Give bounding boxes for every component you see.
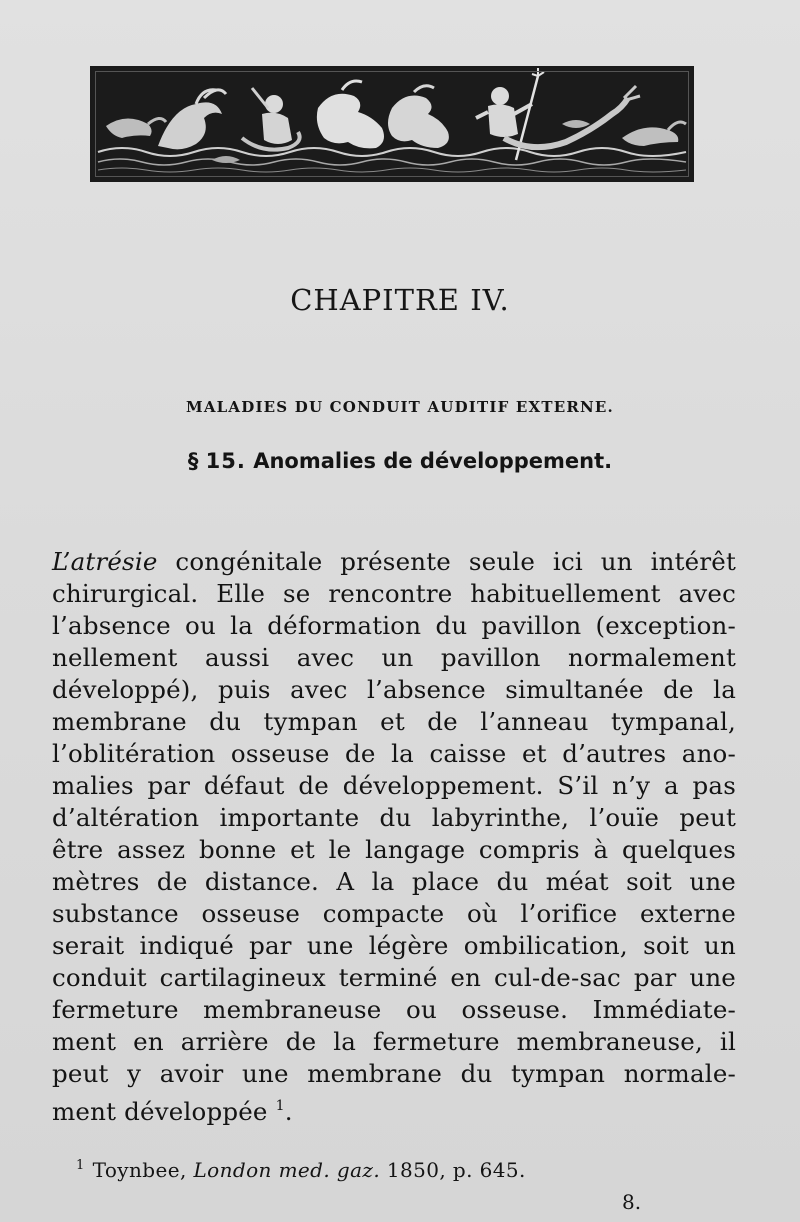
body-line: conduit cartilagineux terminé en cul-de-sac par une — [52, 963, 736, 992]
chapter-heading: CHAPITRE IV. — [290, 283, 510, 317]
body-line: développé), puis avec l’absence simultanée de la — [52, 675, 736, 704]
footnote-citation: 1850, p. 645. — [380, 1158, 526, 1182]
body-line: d’altération importante du labyrinthe, l’ouïe peut — [52, 803, 736, 832]
body-line: serait indiqué par une légère ombilication, soit un — [52, 931, 736, 960]
footnote-number: 1 — [76, 1158, 85, 1173]
italic-term: L’atrésie — [52, 547, 158, 576]
body-line: être assez bonne et le langage compris à quelques — [52, 835, 736, 864]
body-line: l’absence ou la déformation du pavillon (exception- — [52, 611, 736, 640]
body-line: peut y avoir une membrane du tympan normale- — [52, 1059, 736, 1088]
subsection-title: Anomalies de développement. — [253, 449, 613, 473]
body-line: l’oblitération osseuse de la caisse et d’autres ano- — [52, 739, 736, 768]
body-line: chirurgical. Elle se rencontre habituellement avec — [52, 579, 736, 608]
body-line: membrane du tympan et de l’anneau tympanal, — [52, 707, 736, 736]
footnote-author: Toynbee, — [92, 1158, 194, 1182]
body-line: substance osseuse compacte où l’orifice externe — [52, 899, 736, 928]
body-line: nellement aussi avec un pavillon normalement — [52, 643, 736, 672]
body-line: mètres de distance. A la place du méat soit une — [52, 867, 736, 896]
footnote-reference[interactable]: 1 — [275, 1098, 285, 1114]
decorative-engraving-icon — [92, 68, 692, 180]
body-line: ment en arrière de la fermeture membraneuse, il — [52, 1027, 736, 1056]
body-line-last: ment développée $^1$. — [52, 1097, 293, 1126]
sea-creatures-vignette — [90, 66, 694, 182]
page-number: 8. — [622, 1190, 642, 1214]
body-line: L’atrésie congénitale présente seule ici un intérêt — [52, 547, 736, 576]
section-symbol: § — [187, 449, 199, 473]
footnote-journal: London med. gaz. — [193, 1158, 381, 1182]
section-heading: MALADIES DU CONDUIT AUDITIF EXTERNE. — [186, 398, 614, 416]
subsection-heading — [0, 449, 800, 473]
body-line: malies par défaut de développement. S’il n’y a pas — [52, 771, 736, 800]
body-paragraph — [52, 546, 736, 1128]
body-line: fermeture membraneuse ou osseuse. Immédiate- — [52, 995, 736, 1024]
footnote — [76, 1158, 526, 1182]
subsection-number: 15. — [205, 449, 246, 473]
